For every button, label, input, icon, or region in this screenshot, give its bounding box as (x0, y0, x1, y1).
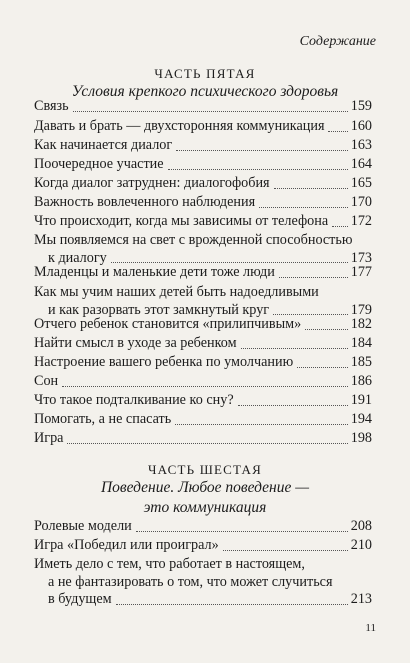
toc-page-number: 182 (350, 316, 372, 332)
toc-entry-text: Как начинается диалог (34, 137, 173, 153)
toc-entry-line (34, 373, 372, 391)
leader-dots (273, 314, 348, 315)
toc-entry-text: Младенцы и маленькие дети тоже люди (34, 264, 275, 280)
toc-page-number: 213 (350, 591, 372, 607)
toc-entry-text: Поочередное участие (34, 156, 164, 172)
toc-page-number: 177 (350, 264, 372, 280)
toc-entry-line (34, 118, 372, 136)
toc-entry-text: Игра (34, 430, 64, 446)
toc-entry-line (34, 518, 372, 536)
toc-entry (34, 175, 372, 193)
toc-entry (34, 373, 372, 391)
toc-entry-text: Найти смысл в уходе за ребенком (34, 335, 237, 351)
toc-entry (34, 137, 372, 155)
toc-page-number: 172 (350, 213, 372, 229)
toc-entry-text: а не фантазировать о том, что может случиться (48, 573, 333, 590)
toc-entry-line (34, 537, 372, 555)
toc-page-number: 173 (350, 249, 372, 266)
toc-entry (34, 430, 372, 448)
toc-entry-text: Ролевые модели (34, 518, 132, 534)
toc-page-number: 179 (350, 301, 372, 318)
toc-entry-line (34, 137, 372, 155)
toc-entry-text: Настроение вашего ребенка по умолчанию (34, 354, 294, 370)
leader-dots (176, 150, 348, 151)
toc-page-number: 210 (350, 537, 372, 553)
toc-entry-line (34, 175, 372, 193)
toc-entry (34, 213, 372, 231)
toc-entry (34, 264, 372, 282)
toc-page-number: 186 (350, 373, 372, 389)
leader-dots (332, 226, 348, 227)
leader-dots (62, 386, 348, 387)
toc-page-number: 170 (350, 194, 372, 210)
toc-entry-line (34, 430, 372, 448)
toc-entry (34, 284, 372, 319)
leader-dots (67, 443, 347, 444)
toc-entry-text: Что происходит, когда мы зависимы от телефона (34, 213, 329, 229)
toc-entry (34, 556, 372, 609)
toc-entry-text: Когда диалог затруднен: диалогофобия (34, 175, 270, 191)
toc-entry-line (34, 411, 372, 429)
page-number: 11 (365, 622, 376, 634)
toc-page-number: 185 (350, 354, 372, 370)
toc-entry (34, 354, 372, 372)
toc-entry (34, 335, 372, 353)
leader-dots (279, 277, 348, 278)
toc-entry-text: в будущем (48, 591, 112, 607)
toc-entry-line (34, 354, 372, 372)
toc-page-number: 164 (350, 156, 372, 172)
leader-dots (73, 111, 348, 112)
toc-entry (34, 156, 372, 174)
leader-dots (116, 604, 348, 605)
toc-entry-line (34, 392, 372, 410)
toc-entry-line (34, 156, 372, 174)
leader-dots (175, 424, 348, 425)
toc-entry-line (34, 556, 372, 574)
toc-entry-line (34, 316, 372, 334)
leader-dots (223, 550, 348, 551)
toc-entry (34, 118, 372, 136)
leader-dots (111, 262, 348, 263)
toc-entry (34, 316, 372, 334)
toc-entry-line (34, 591, 372, 609)
toc-entry-text: Сон (34, 373, 59, 389)
leader-dots (305, 329, 348, 330)
toc-page-number: 165 (350, 175, 372, 191)
toc-page-number: 208 (350, 518, 372, 534)
toc-entry-text: Мы появляемся на свет с врожденной способностью (34, 232, 353, 248)
toc-entry-line (34, 335, 372, 353)
toc-entry (34, 411, 372, 429)
toc-entry-text: Важность вовлеченного наблюдения (34, 194, 256, 210)
toc-page-number: 159 (350, 98, 372, 114)
toc-entry-line (34, 194, 372, 212)
leader-dots (168, 169, 348, 170)
toc-entry (34, 98, 372, 116)
toc-entry-text: Давать и брать — двухсторонняя коммуникация (34, 118, 325, 134)
toc-page-number: 198 (350, 430, 372, 446)
part-six-subtitle-line: Поведение. Любое поведение — (100, 479, 310, 496)
toc-entry-text: к диалогу (48, 249, 107, 266)
leader-dots (241, 348, 348, 349)
toc-entry-line (34, 284, 372, 302)
toc-page-number: 160 (350, 118, 372, 134)
toc-entry (34, 232, 372, 267)
leader-dots (274, 188, 348, 189)
toc-page-number: 194 (350, 411, 372, 427)
leader-dots (297, 367, 348, 368)
leader-dots (259, 207, 348, 208)
toc-entry-line (34, 213, 372, 231)
toc-entry-text: Помогать, а не спасать (34, 411, 172, 427)
part-five-subtitle: Условия крепкого психического здоровья (71, 83, 339, 100)
toc-entry (34, 518, 372, 536)
leader-dots (136, 531, 348, 532)
toc-page-number: 163 (350, 137, 372, 153)
toc-entry (34, 537, 372, 555)
toc-entry-text: Что такое подталкивание ко сну? (34, 392, 234, 408)
toc-page-number: 191 (350, 392, 372, 408)
toc-entry-text: Связь (34, 98, 69, 114)
leader-dots (238, 405, 348, 406)
toc-entry-text: Как мы учим наших детей быть надоедливыми (34, 284, 319, 300)
part-five-title: ЧАСТЬ ПЯТАЯ (154, 66, 256, 81)
toc-entry (34, 194, 372, 212)
running-head: Содержание (299, 34, 376, 49)
toc-entry-text: Отчего ребенок становится «прилипчивым» (34, 316, 302, 332)
toc-entry-text: Игра «Победил или проиграл» (34, 537, 219, 553)
toc-entry-line (34, 574, 372, 592)
part-six-title: ЧАСТЬ ШЕСТАЯ (148, 462, 262, 477)
toc-entry-line (34, 98, 372, 116)
toc-entry-text: Иметь дело с тем, что работает в настоящем, (34, 556, 305, 572)
toc-entry-line (34, 264, 372, 282)
part-six-subtitle-line: это коммуникация (143, 499, 267, 516)
toc-entry (34, 392, 372, 410)
part-six-subtitle (0, 478, 410, 518)
toc-entry-text: и как разорвать этот замкнутый круг (48, 301, 270, 318)
leader-dots (328, 131, 347, 132)
toc-page-number: 184 (350, 335, 372, 351)
toc-entry-line (34, 232, 372, 250)
